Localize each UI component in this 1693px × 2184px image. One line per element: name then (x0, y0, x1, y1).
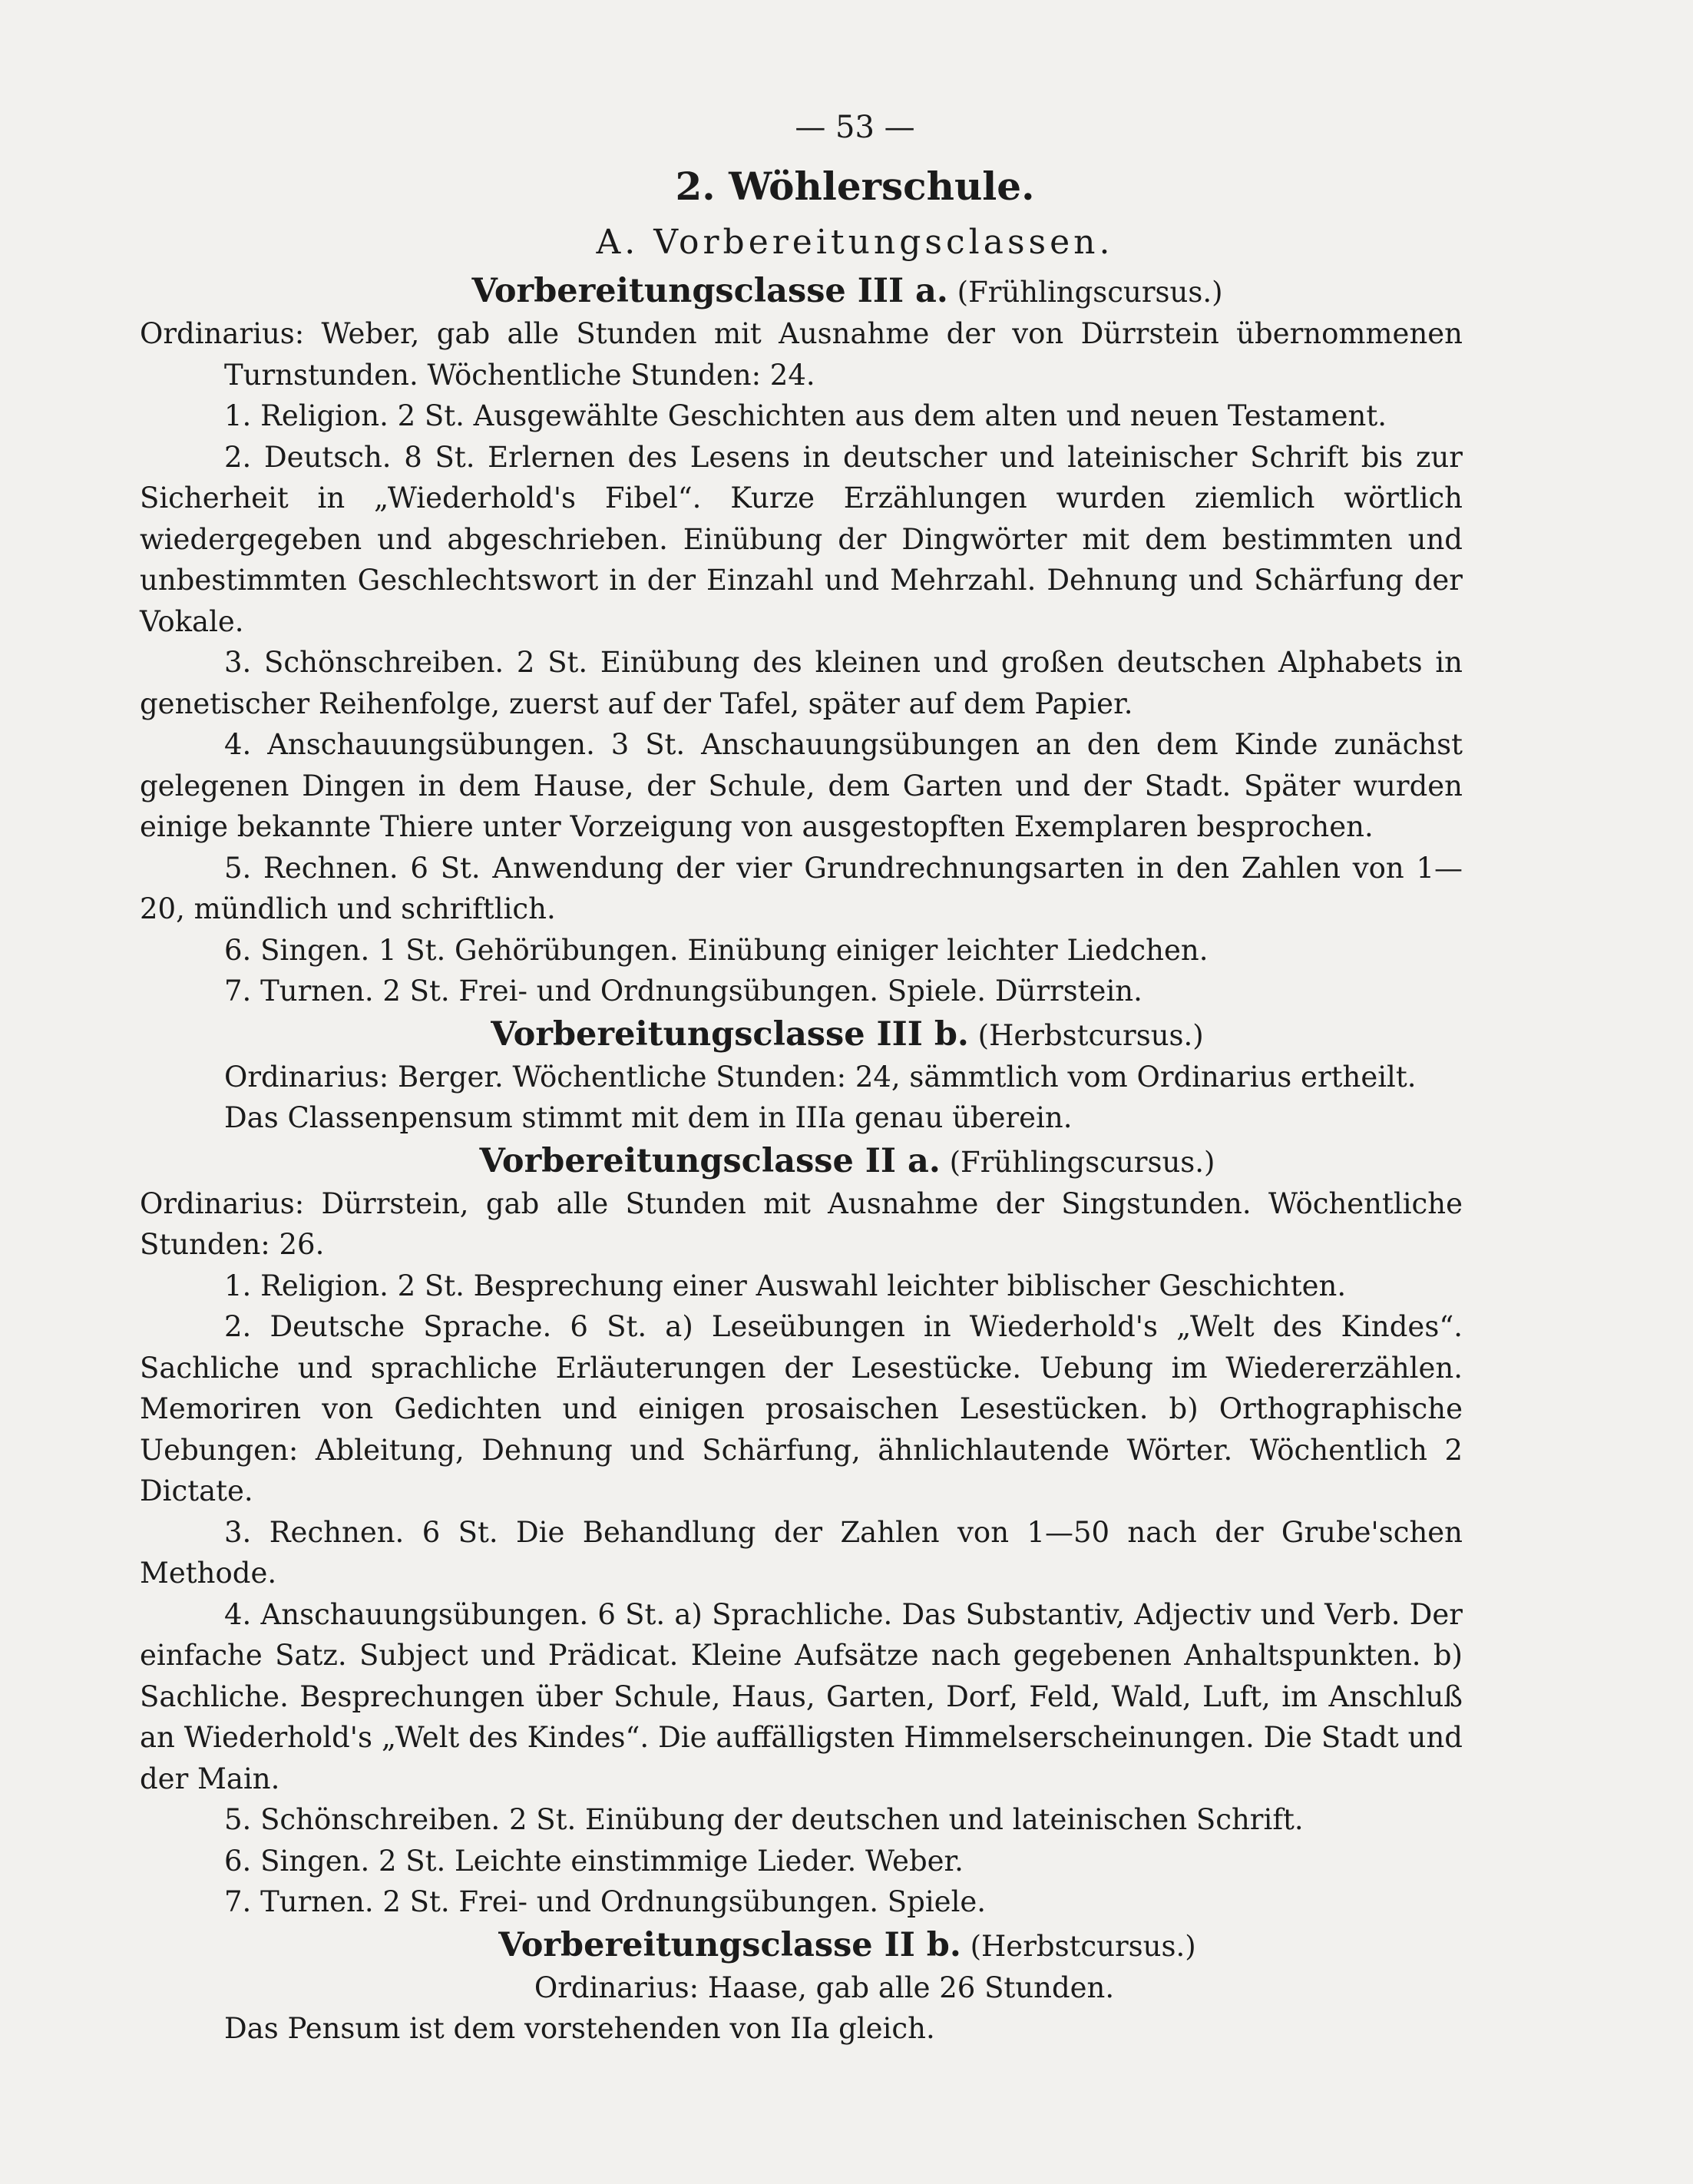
list-item: 5. Rechnen. 6 St. Anwendung der vier Grundrechnungsarten in den Zahlen von 1—20, mündlich und schriftlich. (140, 851, 1463, 925)
ordinarius-2a: Ordinarius: Dürrstein, gab alle Stunden mit Ausnahme der Singstunden. Wöchentliche Stunden: 26. (140, 1186, 1463, 1261)
list-item: 4. Anschauungsübungen. 6 St. a) Sprachliche. Das Substantiv, Adjectiv und Verb. Der einfache Satz. Subject und Prädicat. Kleine Aufsätze nach gegebenen Anhaltspunkten. b) Sachliche. Besprechungen über Schule, Haus, Garten, Dorf, Feld, Wald, Luft, im Anschluß an Wiederhold's „Welt des Kindes“. Die auffälligsten Himmelserscheinungen. Die Stadt und der Main. (140, 1597, 1463, 1795)
class-heading-2a (232, 1139, 1463, 1183)
page-number: — 53 — (795, 110, 915, 145)
list-item: 6. Singen. 2 St. Leichte einstimmige Lieder. Weber. (224, 1844, 964, 1878)
school-title: 2. Wöhlerschule. (675, 164, 1035, 209)
class-name: Vorbereitungsclasse III a. (471, 272, 948, 310)
list-item: 5. Schönschreiben. 2 St. Einübung der deutschen und lateinischen Schrift. (224, 1803, 1304, 1836)
list-item: Das Classenpensum stimmt mit dem in IIIa genau überein. (224, 1101, 1073, 1134)
list-item: 4. Anschauungsübungen. 3 St. Anschauungsübungen an den dem Kinde zunächst gelegenen Dingen in dem Hause, der Schule, dem Garten und der Stadt. Später wurden einige bekannte Thiere unter Vorzeigung von ausgestopften Exemplaren besprochen. (140, 728, 1463, 843)
list-item: 1. Religion. 2 St. Ausgewählte Geschichten aus dem alten und neuen Testament. (224, 399, 1387, 432)
class-course: (Herbstcursus.) (970, 1929, 1196, 1963)
ordinarius-3a: Ordinarius: Weber, gab alle Stunden mit Ausnahme der von Dürrstein übernommenen Turnstunden. Wöchentliche Stunden: 24. (140, 317, 1463, 392)
class-name: Vorbereitungsclasse III b. (491, 1014, 969, 1054)
list-item: Das Pensum ist dem vorstehenden von IIa gleich. (224, 2012, 935, 2045)
class-heading-3b (232, 1012, 1463, 1057)
list-item: 7. Turnen. 2 St. Frei- und Ordnungsübungen. Spiele. (224, 1885, 987, 1918)
list-item: 2. Deutsche Sprache. 6 St. a) Leseübungen in Wiederhold's „Welt des Kindes“. Sachliche und sprachliche Erläuterungen der Lesestücke. Uebung im Wiedererzählen. Memoriren von Gedichten und einigen prosaischen Lesestücken. b) Orthographische Uebungen: Ableitung, Dehnung und Schärfung, ähnlichlautende Wörter. Wöchentlich 2 Dictate. (140, 1310, 1463, 1507)
class-course: (Frühlingscursus.) (949, 1145, 1215, 1179)
list-item: 1. Religion. 2 St. Besprechung einer Auswahl leichter biblischer Geschichten. (224, 1269, 1347, 1302)
class-name: Vorbereitungsclasse II a. (479, 1141, 941, 1180)
list-item: 7. Turnen. 2 St. Frei- und Ordnungsübungen. Spiele. Dürrstein. (224, 975, 1142, 1008)
class-course: (Herbstcursus.) (977, 1018, 1204, 1052)
ordinarius-2b: Ordinarius: Haase, gab alle 26 Stunden. (534, 1971, 1115, 2004)
list-item: 6. Singen. 1 St. Gehörübungen. Einübung einiger leichter Liedchen. (224, 933, 1209, 967)
list-item: 3. Schönschreiben. 2 St. Einübung des kleinen und großen deutschen Alphabets in genetischer Reihenfolge, zuerst auf der Tafel, später auf dem Papier. (140, 646, 1463, 720)
class-heading-3a (232, 269, 1463, 313)
list-item: 2. Deutsch. 8 St. Erlernen des Lesens in deutscher und lateinischer Schrift bis zur Sicherheit in „Wiederhold's Fibel“. Kurze Erzählungen wurden ziemlich wörtlich wiedergegeben und abgeschrieben. Einübung der Dingwörter mit dem bestimmten und unbestimmten Geschlechtswort in der Einzahl und Mehrzahl. Dehnung und Schärfung der Vokale. (140, 440, 1463, 638)
class-name: Vorbereitungsclasse II b. (498, 1925, 961, 1964)
class-course: (Frühlingscursus.) (957, 276, 1223, 309)
class-heading-2b (232, 1923, 1463, 1967)
list-item: 3. Rechnen. 6 St. Die Behandlung der Zahlen von 1—50 nach der Grube'schen Methode. (140, 1515, 1463, 1590)
ordinarius-3b: Ordinarius: Berger. Wöchentliche Stunden: 24, sämmtlich vom Ordinarius ertheilt. (224, 1060, 1417, 1094)
section-title: A. Vorbereitungsclassen. (596, 223, 1114, 262)
